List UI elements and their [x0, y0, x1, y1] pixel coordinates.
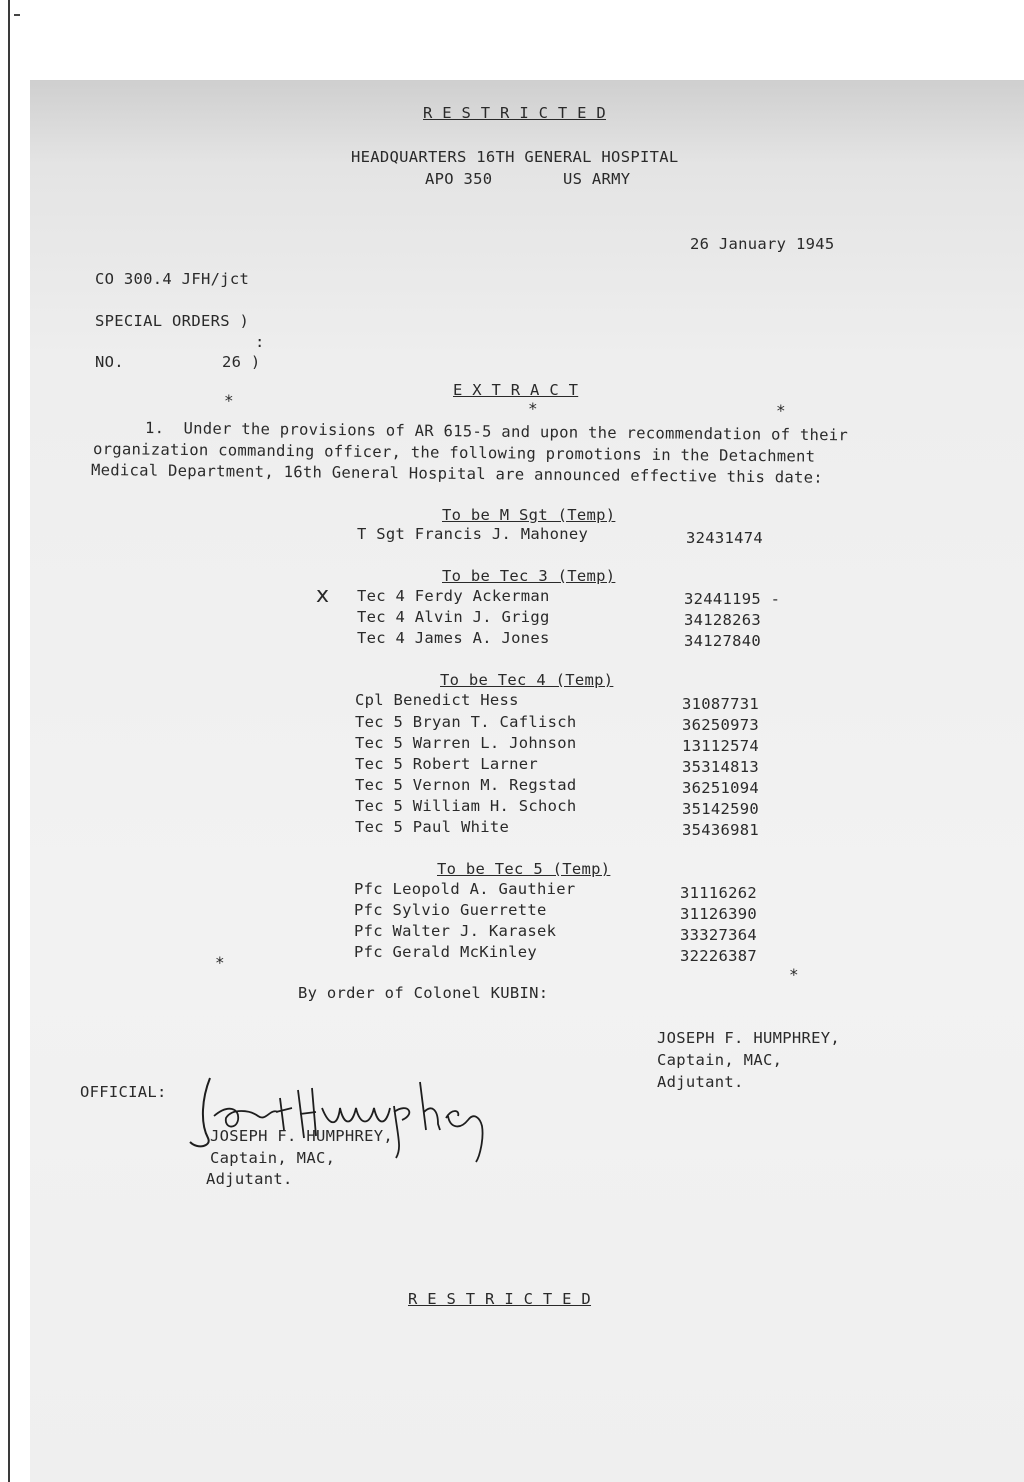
handwritten-signature — [180, 1068, 510, 1168]
by-order-line: By order of Colonel KUBIN: — [298, 984, 549, 1002]
adjutant-name: JOSEPH F. HUMPHREY, — [657, 1029, 841, 1047]
promotion-name: Tec 5 William H. Schoch — [355, 797, 577, 815]
promotion-name: Tec 5 Paul White — [355, 818, 510, 836]
apo-number: APO 350 — [425, 170, 493, 188]
service-number: 35436981 — [682, 821, 760, 839]
promotion-name: Tec 5 Warren L. Johnson — [355, 734, 577, 752]
service-number: 31126390 — [680, 905, 758, 923]
promotion-name: Tec 5 Robert Larner — [355, 755, 539, 773]
group-heading: To be M Sgt (Temp) — [442, 506, 616, 524]
service-number: 33327364 — [680, 926, 758, 944]
star-mark: * — [776, 401, 786, 420]
service-number: 35314813 — [682, 758, 760, 776]
paragraph-line: organization commanding officer, the following promotions in the Detachment — [92, 440, 816, 466]
promotion-name: Pfc Gerald McKinley — [354, 943, 538, 961]
star-mark: * — [215, 953, 225, 972]
service-number: 35142590 — [682, 800, 760, 818]
special-orders-label: SPECIAL ORDERS ) — [95, 312, 250, 330]
army-label: US ARMY — [563, 170, 631, 188]
promotion-name: T Sgt Francis J. Mahoney — [357, 525, 589, 543]
service-number: 13112574 — [682, 737, 760, 755]
adjutant-title: Adjutant. — [657, 1073, 744, 1091]
promotion-name: Tec 5 Vernon M. Regstad — [355, 776, 577, 794]
promotion-name: Tec 5 Bryan T. Caflisch — [355, 713, 577, 731]
extract-title: E X T R A C T — [453, 381, 579, 399]
official-name: JOSEPH F. HUMPHREY, — [210, 1127, 394, 1145]
order-date: 26 January 1945 — [690, 235, 835, 253]
promotion-name: Pfc Sylvio Guerrette — [354, 901, 547, 919]
promotion-name: Tec 4 Alvin J. Grigg — [357, 608, 550, 626]
service-number: 31087731 — [682, 695, 760, 713]
paragraph-line: 1. Under the provisions of AR 615-5 and upon the recommendation of their — [144, 419, 849, 445]
star-mark: * — [224, 391, 234, 410]
official-rank: Captain, MAC, — [210, 1149, 336, 1167]
official-label: OFFICIAL: — [80, 1083, 167, 1101]
adjutant-rank: Captain, MAC, — [657, 1051, 783, 1069]
service-number: 36251094 — [682, 779, 760, 797]
corner-mark — [14, 14, 20, 16]
service-number: 31116262 — [680, 884, 758, 902]
paragraph-line: Medical Department, 16th General Hospital are announced effective this date: — [90, 461, 824, 487]
service-number: 32441195 - — [684, 590, 781, 608]
margin-x-mark: x — [316, 583, 330, 608]
service-number: 34127840 — [684, 632, 762, 650]
group-heading: To be Tec 4 (Temp) — [440, 671, 614, 689]
scan-edge-line — [8, 0, 10, 1482]
star-mark: * — [789, 965, 799, 984]
classification-top: R E S T R I C T E D — [423, 104, 607, 122]
classification-bottom: R E S T R I C T E D — [408, 1290, 592, 1308]
group-heading: To be Tec 5 (Temp) — [437, 860, 611, 878]
promotion-name: Cpl Benedict Hess — [355, 691, 519, 709]
orders-no-label: NO. — [95, 353, 124, 371]
service-number: 36250973 — [682, 716, 760, 734]
special-orders-colon: : — [255, 333, 265, 351]
unit-name: HEADQUARTERS 16TH GENERAL HOSPITAL — [351, 148, 679, 166]
star-mark: * — [528, 399, 538, 418]
promotion-name: Pfc Walter J. Karasek — [354, 922, 557, 940]
official-title: Adjutant. — [206, 1170, 293, 1188]
promotion-name: Pfc Leopold A. Gauthier — [354, 880, 576, 898]
service-number: 32226387 — [680, 947, 758, 965]
group-heading: To be Tec 3 (Temp) — [442, 567, 616, 585]
file-reference: CO 300.4 JFH/jct — [95, 270, 250, 288]
orders-no-value: 26 ) — [222, 353, 261, 371]
promotion-name: Tec 4 Ferdy Ackerman — [357, 587, 550, 605]
service-number: 34128263 — [684, 611, 762, 629]
service-number: 32431474 — [686, 529, 764, 547]
promotion-name: Tec 4 James A. Jones — [357, 629, 550, 647]
